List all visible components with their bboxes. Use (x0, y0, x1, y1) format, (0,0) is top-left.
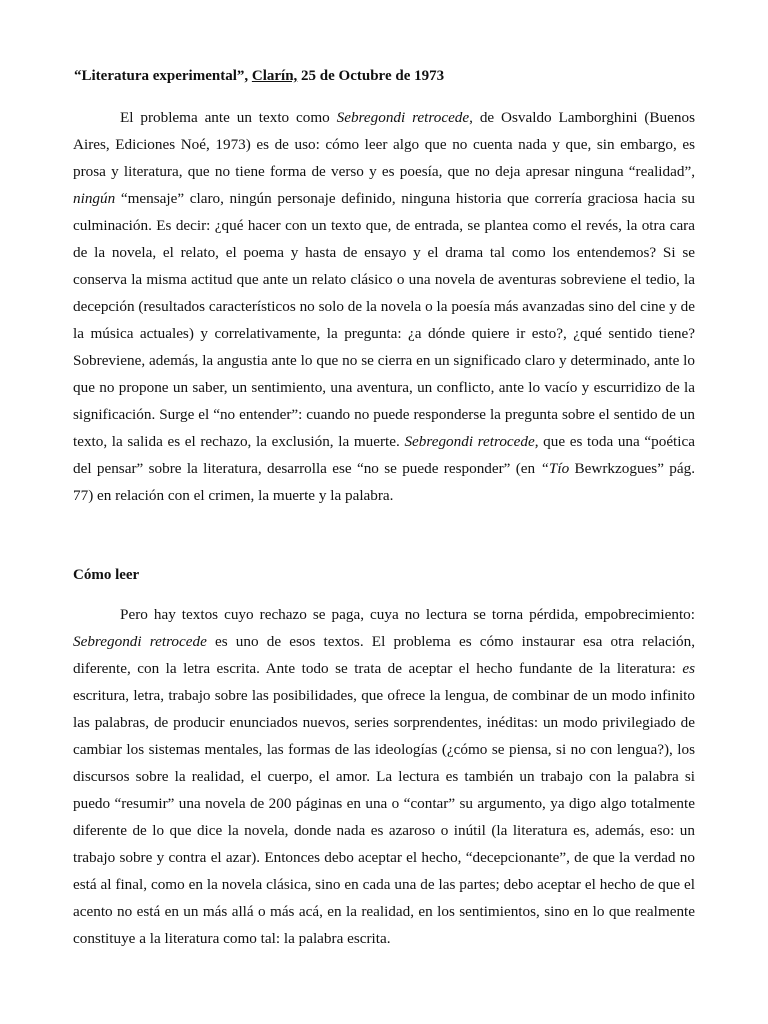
emphasis-italic: es (682, 660, 695, 677)
chapter-title-italic: “Tío (540, 460, 570, 477)
paragraph-2 (73, 601, 695, 952)
emphasis-italic: ningún (73, 190, 116, 207)
book-title-italic: Sebregondi retrocede (73, 633, 207, 650)
paragraph-1-text: , que es toda una “poética del pensar” sobre la literatura, desarrolla ese “no se puede responder” (en (73, 433, 695, 477)
paragraph-1-text: “mensaje” claro, ningún personaje definido, ninguna historia que correría graciosa hacia su culminación. Es decir: ¿qué hacer con un texto que, de entrada, se plantea como el revés, la otra cara de la novela, el relato, el poema y hasta de ensayo y el drama tal como los entendemos? Si se conserva la misma actitud que ante un relato clásico o una novela de aventuras sobreviene el tedio, la decepción (resultados característicos no solo de la novela o la poesía más avanzadas sino del cine y de la música actuales) y correlativamente, la pregunta: ¿a dónde quiere ir esto?, ¿qué sentido tiene? Sobreviene, además, la angustia ante lo que no se cierra en un significado claro y determinado, ante lo que no propone un saber, un sentimiento, una aventura, un conflicto, ante lo vacío y escurridizo de la significación. Surge el “no entender”: cuando no puede responderse la pregunta sobre el sentido de un texto, la salida es el rechazo, la exclusión, la muerte. (73, 190, 695, 450)
paragraph-2-text: Pero hay textos cuyo rechazo se paga, cuya no lectura se torna pérdida, empobrecimiento: (120, 606, 695, 623)
title-date: 25 de Octubre de 1973 (297, 68, 445, 84)
paragraph-2-text: escritura, letra, trabajo sobre las posibilidades, que ofrece la lengua, de combinar de un modo infinito las palabras, de producir enunciados nuevos, series sorprendentes, inéditas: un modo privilegiado de cambiar los sistemas mentales, las formas de las ideologías (¿cómo se piensa, si no con lengua?), los discursos sobre la realidad, el cuerpo, el amor. La lectura es también un trabajo con la palabra si puedo “resumir” una novela de 200 páginas en una o “contar” su argumento, ya digo algo totalmente diferente de lo que dice la novela, donde nada es azaroso o inútil (la literatura es, además, eso: un trabajo sobre y contra el azar). Entonces debo aceptar el hecho, “decepcionante”, de que la verdad no está al final, como en la novela clásica, sino en cada una de las partes; debo aceptar el hecho de que el acento no está en un más allá o más acá, en la realidad, en los sentimientos, sino en lo que realmente constituye a la literatura como tal: la palabra escrita. (73, 687, 695, 947)
title-lead: “Literatura experimental”, (74, 68, 252, 84)
article-title (74, 66, 714, 86)
book-title-italic: Sebregondi retrocede (336, 109, 470, 126)
paragraph-2-text: es uno de esos textos. El problema es cómo instaurar esa otra relación, diferente, con la letra escrita. Ante todo se trata de aceptar el hecho fundante de la literatura: (73, 633, 695, 677)
paragraph-1 (73, 104, 695, 509)
section-heading: Cómo leer (73, 567, 140, 583)
paragraph-1-text: , de Osvaldo Lamborghini (Buenos Aires, Ediciones Noé, 1973) es de uso: cómo leer algo que no cuenta nada y que, sin embargo, es prosa y literatura, que no tiene forma de verso y es poesía, que no deja apresar ninguna “realidad”, (73, 109, 695, 180)
paragraph-1-text: El problema ante un texto como (120, 109, 337, 126)
book-title-italic: Sebregondi retrocede (404, 433, 535, 450)
paragraph-1-text: Bewrkzogues” pág. 77) en relación con el crimen, la muerte y la palabra. (73, 460, 695, 504)
title-newspaper: Clarín, (251, 68, 298, 84)
